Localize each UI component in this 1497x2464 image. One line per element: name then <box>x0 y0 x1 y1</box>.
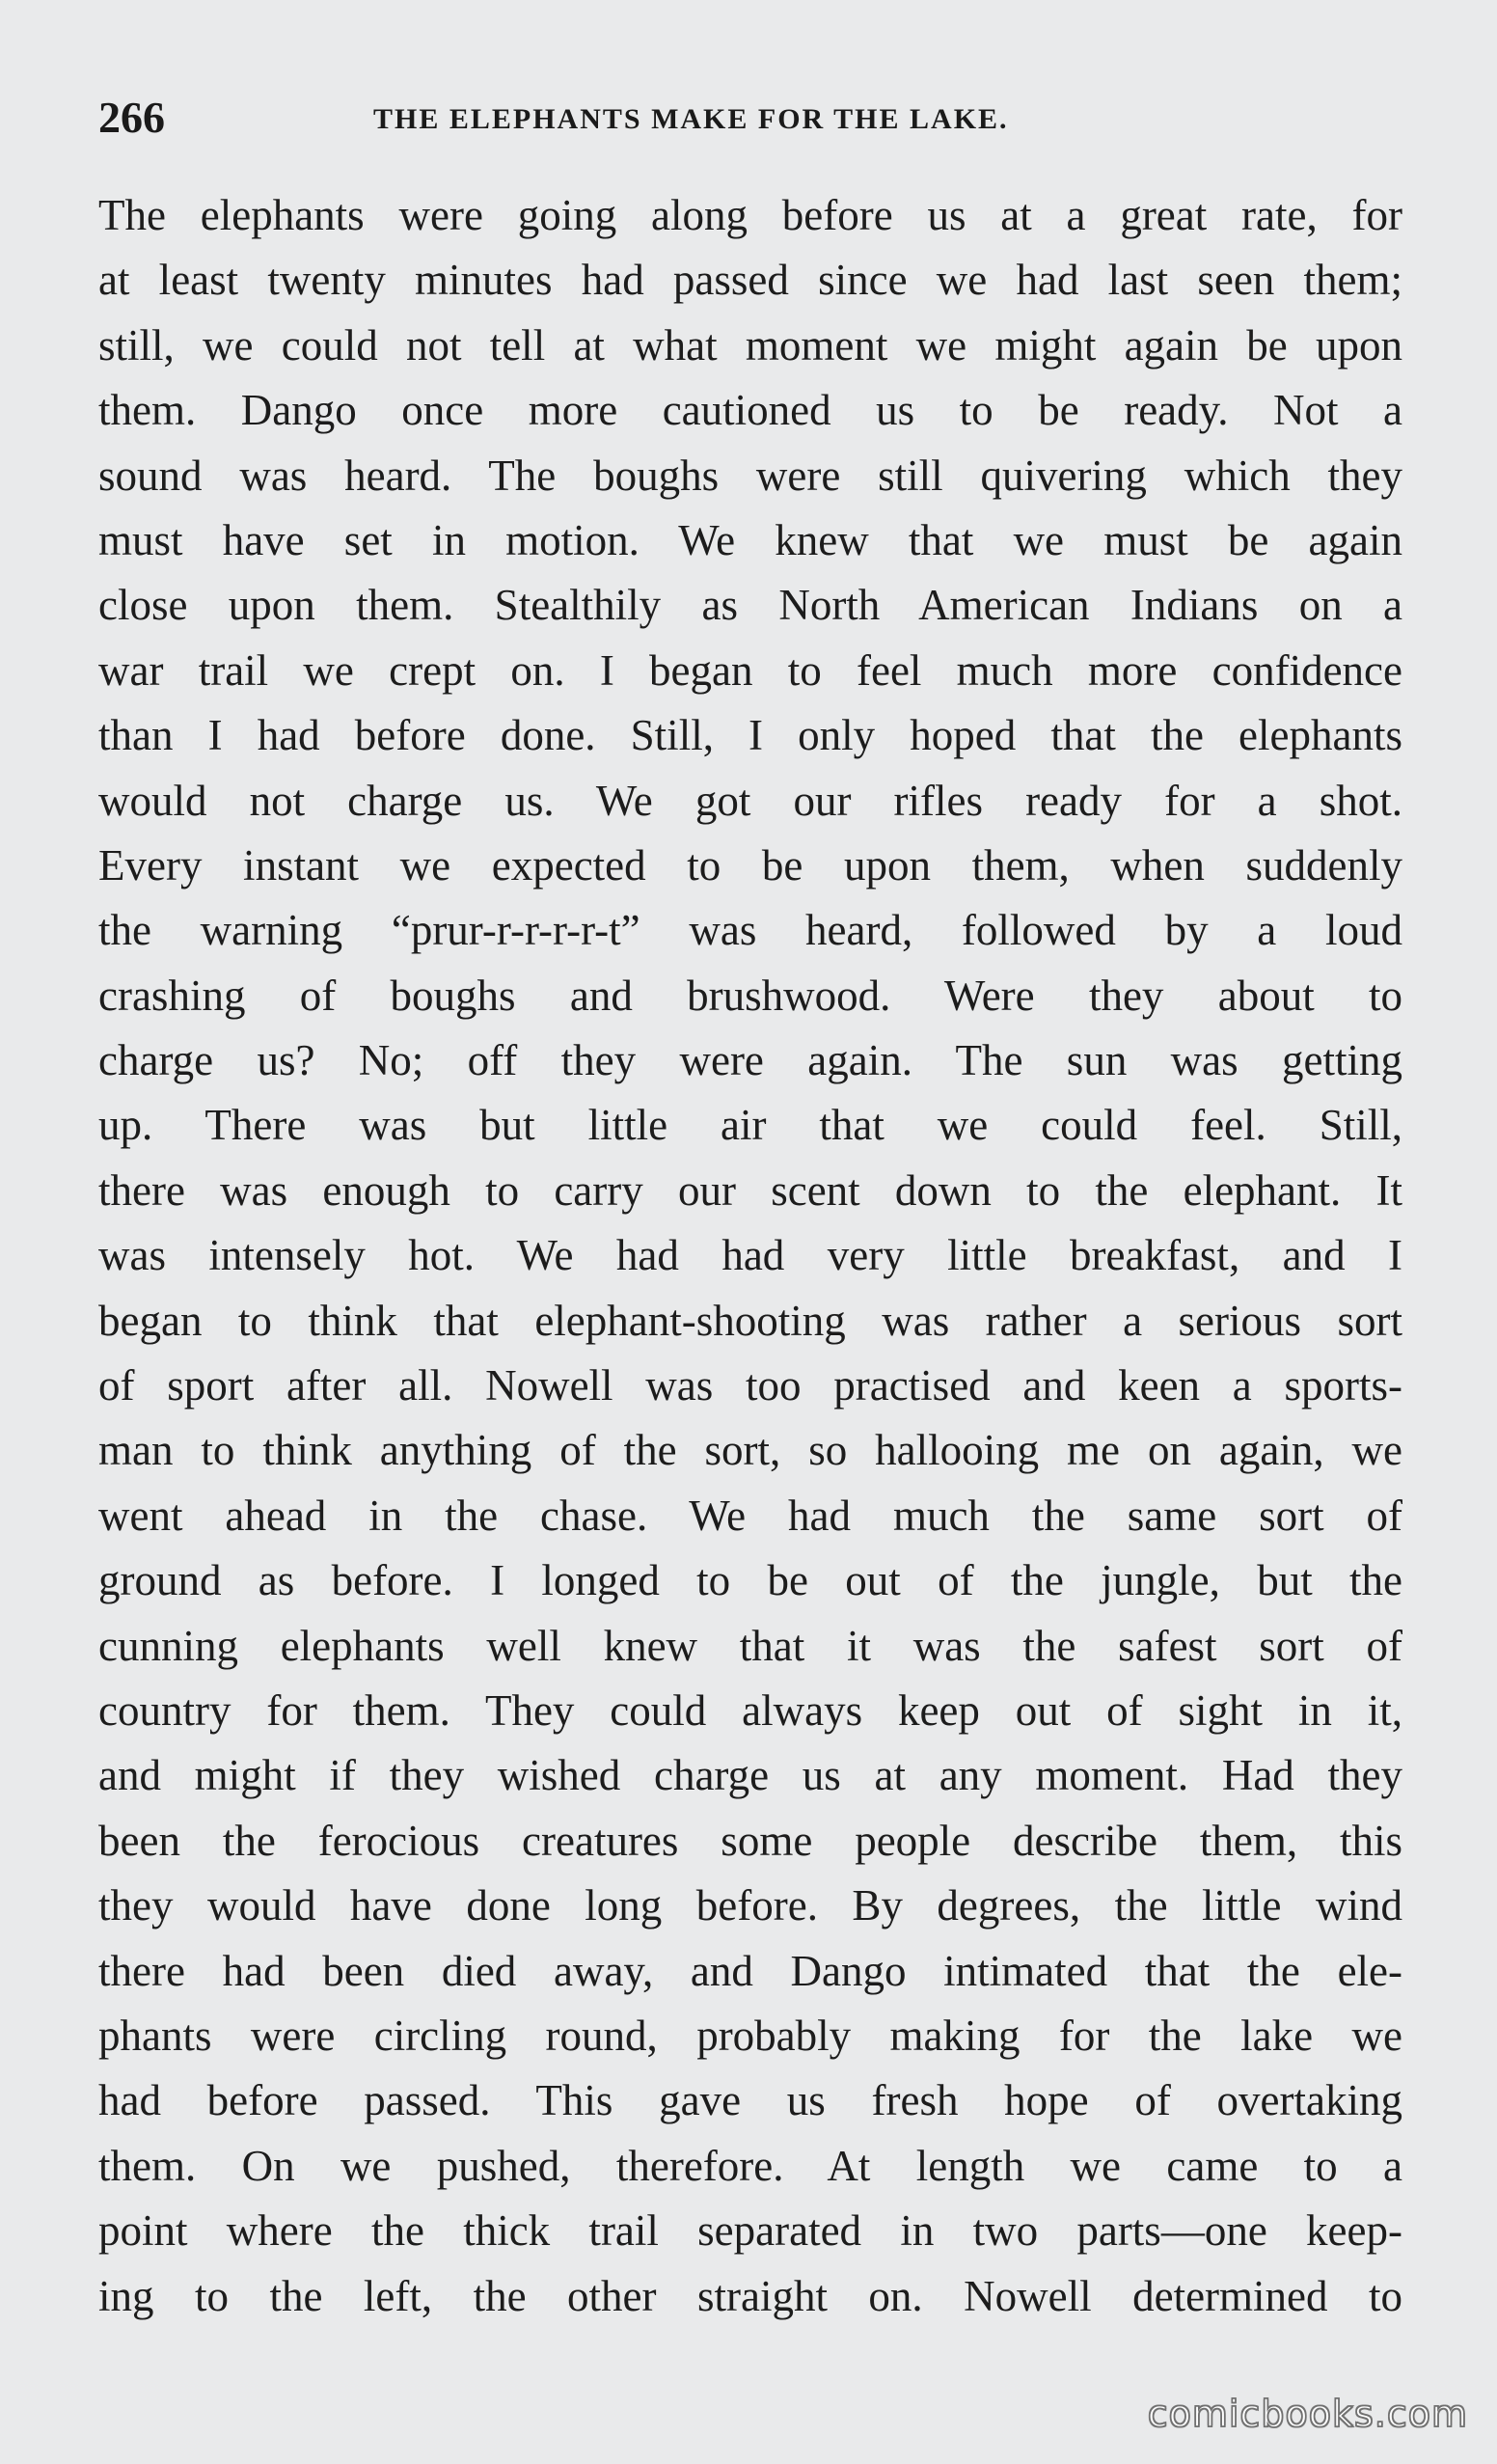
text-line: point where the thick trail separated in two parts—one keep- <box>98 2206 1402 2256</box>
text-line: at least twenty minutes had passed since we had last seen them; <box>98 256 1402 305</box>
text-line: they would have done long before. By degrees, the little wind <box>98 1881 1402 1930</box>
text-line: The elephants were going along before us at a great rate, for <box>98 191 1402 239</box>
text-line: ground as before. I longed to be out of the jungle, but the <box>98 1556 1402 1605</box>
text-line: was intensely hot. We had had very little breakfast, and I <box>98 1231 1402 1280</box>
text-line: man to think anything of the sort, so hallooing me on again, we <box>98 1426 1402 1475</box>
running-head: THE ELEPHANTS MAKE FOR THE LAKE. <box>373 103 1009 135</box>
text-line: still, we could not tell at what moment we might again be upon <box>98 320 1402 370</box>
text-line: them. On we pushed, therefore. At length we came to a <box>98 2141 1402 2190</box>
text-line: than I had before done. Still, I only hoped that the elephants <box>98 711 1402 760</box>
text-line: cunning elephants well knew that it was the safest sort of <box>98 1621 1402 1670</box>
text-line: and might if they wished charge us at any moment. Had they <box>98 1751 1402 1800</box>
text-line: would not charge us. We got our rifles ready for a shot. <box>98 776 1402 825</box>
text-line: close upon them. Stealthily as North American Indians on a <box>98 581 1402 630</box>
text-line: crashing of boughs and brushwood. Were they about to <box>98 971 1402 1020</box>
text-line: there had been died away, and Dango intimated that the ele- <box>98 1946 1402 1995</box>
text-line: been the ferocious creatures some people describe them, this <box>98 1816 1402 1865</box>
text-line: them. Dango once more cautioned us to be ready. Not a <box>98 386 1402 435</box>
body-text <box>98 183 1402 2329</box>
text-line: had before passed. This gave us fresh hope of overtaking <box>98 2076 1402 2125</box>
text-line: charge us? No; off they were again. The sun was getting <box>98 1036 1402 1085</box>
text-line: Every instant we expected to be upon them, when suddenly <box>98 840 1402 890</box>
text-line: ing to the left, the other straight on. Nowell determined to <box>98 2271 1402 2320</box>
text-line: phants were circling round, probably making for the lake we <box>98 2011 1402 2060</box>
page-header <box>98 89 1405 147</box>
text-line: must have set in motion. We knew that we must be again <box>98 515 1402 564</box>
text-line: began to think that elephant-shooting was rather a serious sort <box>98 1296 1402 1345</box>
text-line: the warning “prur-r-r-r-r-t” was heard, followed by a loud <box>98 906 1402 955</box>
text-line: went ahead in the chase. We had much the same sort of <box>98 1491 1402 1540</box>
page-number: 266 <box>98 93 165 142</box>
text-line: there was enough to carry our scent down to the elephant. It <box>98 1165 1402 1215</box>
watermark: comicbooks.com <box>1147 2393 1468 2435</box>
text-line: of sport after all. Nowell was too practised and keen a sports- <box>98 1361 1402 1410</box>
text-line: war trail we crept on. I began to feel much more confidence <box>98 645 1402 695</box>
text-line: sound was heard. The boughs were still quivering which they <box>98 451 1402 500</box>
text-line: up. There was but little air that we could feel. Still, <box>98 1101 1402 1150</box>
text-line: country for them. They could always keep out of sight in it, <box>98 1685 1402 1735</box>
